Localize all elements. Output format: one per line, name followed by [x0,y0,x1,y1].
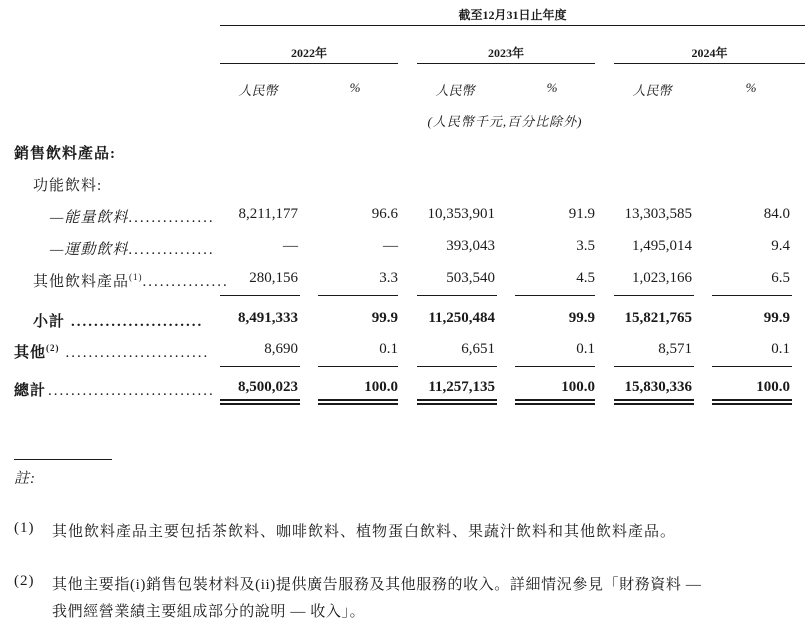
cell-sports-2024-rmb: 1,495,014 [632,238,692,254]
note-1-text: 其他飲料產品主要包括茶飲料、咖啡飲料、植物蛋白飲料、果蔬汁飲料和其他飲料產品。 [52,524,677,540]
cell-others-2023-pct: 0.1 [576,341,595,357]
cell-other-bev-2023-rmb: 503,540 [446,270,495,286]
subtotal-rule [712,295,792,296]
notes-heading: 註: [14,471,36,487]
total-double-underline [220,403,300,405]
total-double-underline [614,403,694,405]
footnote-ref-2: (2) [46,343,60,353]
total-rule [417,366,497,367]
col-rmb-2024: 人民幣 [632,83,672,98]
cell-others-2024-rmb: 8,571 [658,341,692,357]
cell-others-2024-pct: 0.1 [771,341,790,357]
cell-other-bev-2023-pct: 4.5 [576,270,595,286]
total-double-underline [712,399,792,401]
subtotal-rule [614,295,694,296]
cell-sports-2023-pct: 3.5 [576,238,595,254]
total-double-underline [712,403,792,405]
period-underline [220,25,805,26]
cell-energy-2023-pct: 91.9 [568,206,595,222]
footnote-ref-1: (1) [129,272,143,282]
period-header: 截至12月31日止年度 [458,8,567,22]
row-label-sports: —運動飲料............... [50,242,215,258]
total-double-underline [318,403,398,405]
col-rmb-2023: 人民幣 [435,83,475,98]
total-rule [712,366,792,367]
col-pct-2023: % [546,80,558,95]
cell-subtotal-2023-pct: 99.9 [568,310,595,326]
row-label-others: 其他$^{(2)}$ ......................... [14,343,210,361]
total-double-underline [220,399,300,401]
cell-others-2023-rmb: 6,651 [461,341,495,357]
cell-subtotal-2022-rmb: 8,491,333 [238,310,298,326]
cell-energy-2022-rmb: 8,211,177 [238,206,298,222]
col-rmb-2022: 人民幣 [238,83,278,98]
notes-separator [14,459,112,460]
year-2023-header: 2023年 [487,46,524,60]
section-title: 銷售飲料產品: [14,146,116,162]
year-2022-header: 2022年 [290,46,327,60]
subtotal-rule [318,295,398,296]
year-2024-underline [614,63,805,64]
total-double-underline [417,399,497,401]
cell-sports-2022-rmb: — [283,238,298,254]
year-2024-header: 2024年 [691,46,728,60]
total-double-underline [614,399,694,401]
cell-total-2022-rmb: 8,500,023 [238,379,298,395]
cell-subtotal-2023-rmb: 11,250,484 [428,310,495,326]
cell-other-bev-2022-pct: 3.3 [379,270,398,286]
cell-total-2024-rmb: 15,830,336 [624,379,692,395]
cell-subtotal-2024-pct: 99.9 [763,310,790,326]
subtotal-rule [515,295,595,296]
cell-energy-2024-pct: 84.0 [763,206,790,222]
cell-others-2022-pct: 0.1 [379,341,398,357]
total-double-underline [515,403,595,405]
cell-other-bev-2022-rmb: 280,156 [249,270,298,286]
row-label-energy: —能量飲料............... [50,210,215,226]
note-1-marker: (1) [14,520,35,536]
row-label-total: 總計 ............................. [14,383,215,399]
col-pct-2024: % [745,80,757,95]
cell-total-2023-rmb: 11,257,135 [428,379,495,395]
functional-label: 功能飲料: [33,178,103,194]
cell-energy-2022-pct: 96.6 [371,206,398,222]
cell-other-bev-2024-rmb: 1,023,166 [632,270,692,286]
row-label-subtotal: 小計 ....................... [33,314,204,330]
cell-energy-2023-rmb: 10,353,901 [427,206,495,222]
cell-total-2022-pct: 100.0 [364,379,398,395]
cell-sports-2024-pct: 9.4 [771,238,790,254]
total-rule [614,366,694,367]
cell-sports-2022-pct: — [383,238,398,254]
unit-note: (人民幣千元,百分比除外) [427,114,583,129]
note-2-marker: (2) [14,573,35,589]
subtotal-rule [220,295,300,296]
cell-subtotal-2024-rmb: 15,821,765 [624,310,692,326]
col-pct-2022: % [349,80,361,95]
cell-total-2024-pct: 100.0 [756,379,790,395]
total-rule [318,366,398,367]
cell-sports-2023-rmb: 393,043 [446,238,495,254]
total-double-underline [318,399,398,401]
subtotal-rule [417,295,497,296]
cell-others-2022-rmb: 8,690 [264,341,298,357]
cell-subtotal-2022-pct: 99.9 [371,310,398,326]
note-2-line-2: 我們經營業績主要組成部分的說明 — 收入」。 [52,604,366,620]
cell-other-bev-2024-pct: 6.5 [771,270,790,286]
cell-total-2023-pct: 100.0 [561,379,595,395]
cell-energy-2024-rmb: 13,303,585 [624,206,692,222]
total-rule [515,366,595,367]
year-2023-underline [417,63,595,64]
row-label-other-beverages: 其他飲料產品$^{(1)}$............... [33,272,229,290]
note-2-line-1: 其他主要指(i)銷售包裝材料及(ii)提供廣告服務及其他服務的收入。詳細情況參見「財務資料 — [52,577,702,593]
total-double-underline [515,399,595,401]
total-double-underline [417,403,497,405]
total-rule [220,366,300,367]
year-2022-underline [220,63,398,64]
